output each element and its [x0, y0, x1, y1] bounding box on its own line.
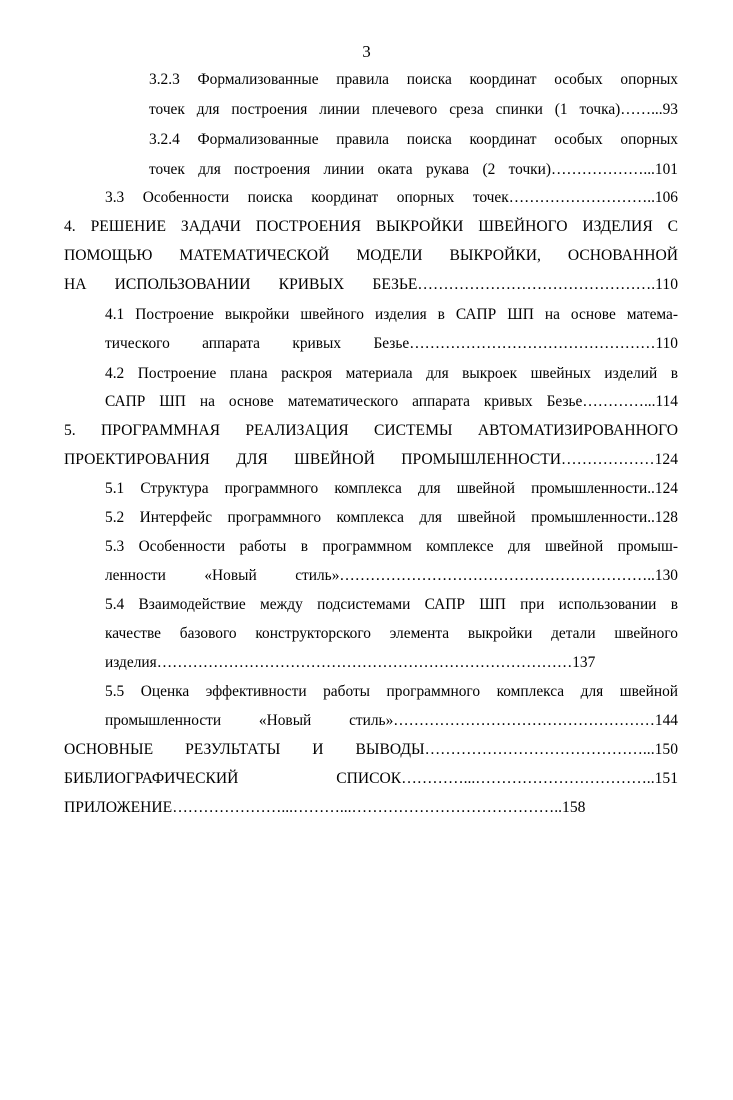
- toc-entry-5-5-line-2: промышленности «Новый стиль»……………………………………………144: [105, 712, 678, 729]
- toc-entry-5-4-line-2: качестве базового конструкторского элемента выкройки детали швейного: [105, 625, 678, 642]
- toc-entry-3-2-4-line-2: точек для построения линии оката рукава (2 точки)………………...101: [149, 161, 678, 178]
- toc-entry-5-4-line-3: изделия………………………………………………………………………137: [105, 654, 596, 671]
- toc-entry-3-3: 3.3 Особенности поиска координат опорных точек………………………..106: [105, 189, 678, 206]
- toc-entry-5-line-1: 5. ПРОГРАММНАЯ РЕАЛИЗАЦИЯ СИСТЕМЫ АВТОМАТИЗИРОВАННОГО: [64, 422, 678, 439]
- toc-entry-5-4-line-1: 5.4 Взаимодействие между подсистемами САПР ШП при использовании в: [105, 596, 678, 613]
- toc-entry-5-3-line-2: ленности «Новый стиль»……………………………………………………..130: [105, 567, 678, 584]
- toc-entry-5-line-2: ПРОЕКТИРОВАНИЯ ДЛЯ ШВЕЙНОЙ ПРОМЫШЛЕННОСТИ………………124: [64, 451, 678, 468]
- toc-entry-4-line-3: НА ИСПОЛЬЗОВАНИИ КРИВЫХ БЕЗЬЕ……………………………………….110: [64, 276, 678, 293]
- toc-entry-5-1: 5.1 Структура программного комплекса для швейной промышленности..124: [105, 480, 678, 497]
- toc-entry-5-5-line-1: 5.5 Оценка эффективности работы программного комплекса для швейной: [105, 683, 678, 700]
- toc-entry-5-3-line-1: 5.3 Особенности работы в программном комплексе для швейной промыш-: [105, 538, 678, 555]
- toc-entry-4-1-line-1: 4.1 Построение выкройки швейного изделия в САПР ШП на основе матема-: [105, 306, 678, 323]
- toc-entry-results: ОСНОВНЫЕ РЕЗУЛЬТАТЫ И ВЫВОДЫ……………………………………...150: [64, 741, 678, 758]
- toc-entry-3-2-4-line-1: 3.2.4 Формализованные правила поиска координат особых опорных: [149, 131, 678, 148]
- toc-entry-4-2-line-2: САПР ШП на основе математического аппарата кривых Безье…………...114: [105, 393, 678, 410]
- toc-entry-5-2: 5.2 Интерфейс программного комплекса для швейной промышленности..128: [105, 509, 678, 526]
- toc-entry-4-line-2: ПОМОЩЬЮ МАТЕМАТИЧЕСКОЙ МОДЕЛИ ВЫКРОЙКИ, ОСНОВАННОЙ: [64, 247, 678, 264]
- toc-entry-3-2-3-line-2: точек для построения линии плечевого среза спинки (1 точка)……...93: [149, 101, 678, 118]
- toc-entry-4-line-1: 4. РЕШЕНИЕ ЗАДАЧИ ПОСТРОЕНИЯ ВЫКРОЙКИ ШВЕЙНОГО ИЗДЕЛИЯ С: [64, 218, 678, 235]
- toc-entry-4-2-line-1: 4.2 Построение плана раскроя материала для выкроек швейных изделий в: [105, 365, 678, 382]
- page-number: 3: [362, 42, 371, 61]
- toc-entry-3-2-3-line-1: 3.2.3 Формализованные правила поиска координат особых опорных: [149, 71, 678, 88]
- toc-entry-appendix: ПРИЛОЖЕНИЕ…………………...………...…………………………………..158: [64, 799, 586, 816]
- toc-entry-4-1-line-2: тического аппарата кривых Безье…………………………………………110: [105, 335, 678, 352]
- toc-entry-bibliography: БИБЛИОГРАФИЧЕСКИЙ СПИСОК…………...……………………………..151: [64, 770, 678, 787]
